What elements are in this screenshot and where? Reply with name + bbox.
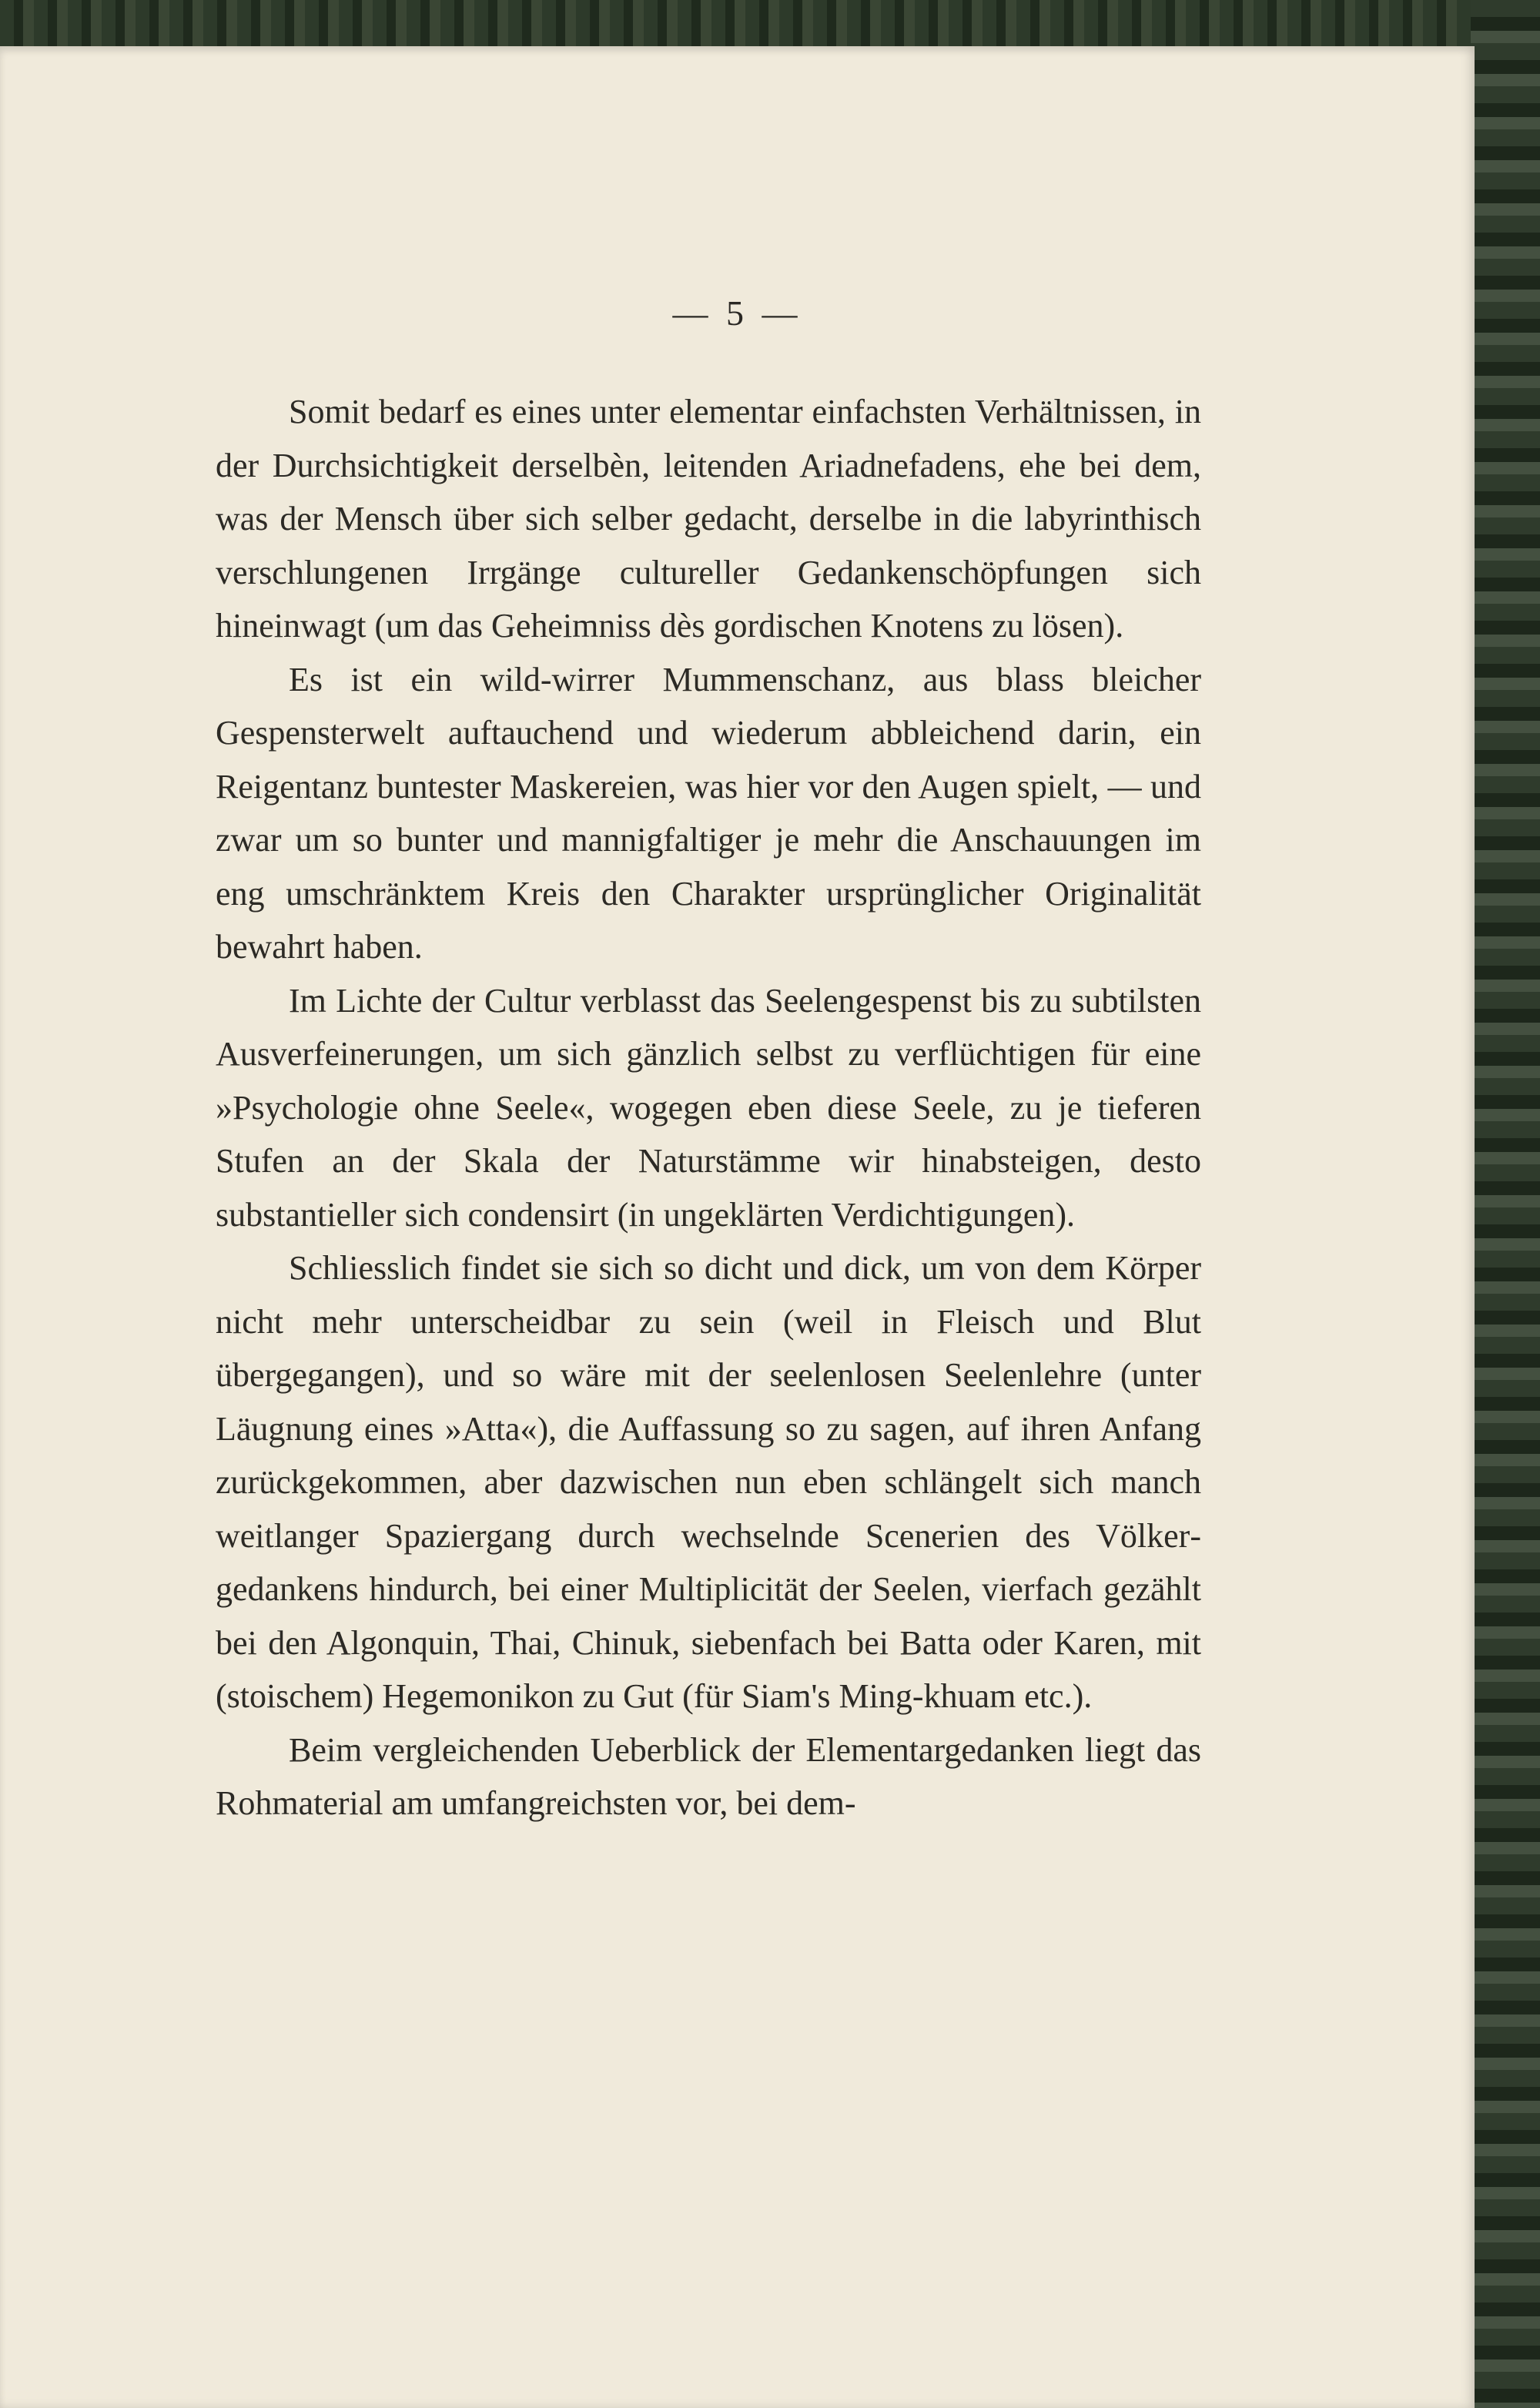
paragraph-2: Es ist ein wild-wirrer Mummenschanz, aus blass bleicher Gespensterwelt auftauchend und wiederum abbleichend darin, ein Reigentanz buntester Maskereien, was hier vor den Augen spielt, — und zwar um so bunter und mannigfaltiger je mehr die Anschauungen im eng umschränktem Kreis den Charakter ursprünglicher Originalität bewahrt haben. [216,660,1201,966]
book-binding-edge [1471,0,1540,2408]
body-text [216,385,1201,1830]
paragraph-5: Beim vergleichenden Ueberblick der Elementargedanken liegt das Rohmaterial am umfangreichsten vor, bei dem- [216,1730,1201,1822]
paragraph-4: Schliesslich findet sie sich so dicht und dick, um von dem Körper nicht mehr unterscheidbar zu sein (weil in Fleisch und Blut übergegangen), und so wäre mit der seelenlosen Seelenlehre (unter Läugnung eines »Atta«), die Auffassung so zu sagen, auf ihren Anfang zurückgekommen, aber dazwischen nun eben schlängelt sich manch weitlanger Spaziergang durch wechselnde Scenerien des Völkergedankens hindurch, bei einer Multiplicität der Seelen, vierfach gezählt bei den Algonquin, Thai, Chinuk, siebenfach bei Batta oder Karen, mit (stoischem) Hegemonikon zu Gut (für Siam's Ming-khuam etc.). [216,1249,1201,1715]
page-number: — 5 — [672,293,802,333]
paragraph-1: Somit bedarf es eines unter elementar einfachsten Verhältnissen, in der Durchsichtigkeit derselbèn, leitenden Ariadnefadens, ehe bei dem, was der Mensch über sich selber gedacht, derselbe in die labyrinthisch verschlungenen Irrgänge cultureller Gedankenschöpfungen sich hineinwagt (um das Geheimniss dès gordischen Knotens zu lösen). [216,393,1201,645]
paragraph-3: Im Lichte der Cultur verblasst das Seelengespenst bis zu subtilsten Ausverfeinerungen, um sich gänzlich selbst zu verflüchtigen für eine »Psychologie ohne Seele«, wogegen eben diese Seele, zu je tieferen Stufen an der Skala der Naturstämme wir hinabsteigen, desto substantieller sich condensirt (in ungeklärten Verdichtigungen). [216,981,1201,1234]
book-page [0,46,1475,2408]
